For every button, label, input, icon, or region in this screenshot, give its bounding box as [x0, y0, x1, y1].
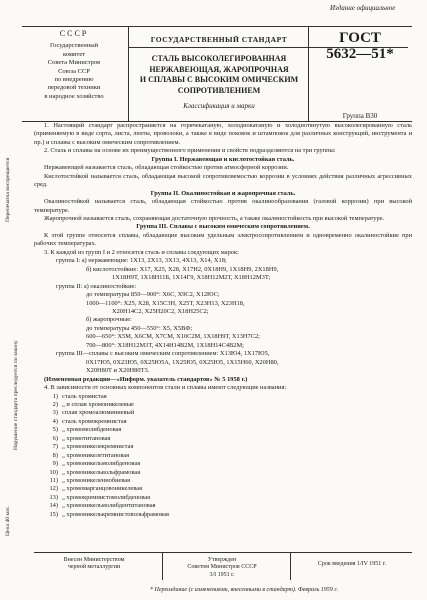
group-2-definition-1: Окалиностойкой называется сталь, обладающая стойкостью против окалинообразования (газовой коррозии) при высокой температуре. [34, 198, 412, 214]
list-item: 12) „ хромомарганцовоникелевая [49, 485, 143, 493]
footer-line: Внесен Министерством [63, 557, 125, 563]
standard-name-line: НЕРЖАВЕЮЩАЯ, ЖАРОПРОЧНАЯ [149, 64, 289, 74]
grade-list-line: группа III—сплавы с высоким омическим сопротивлением: Х13Ю4, 1Х17Ю5, [56, 350, 270, 358]
org-line: Государственный [49, 42, 99, 50]
grade-list-line: Х20Н14С2, Х25Н20С2, Х18Н25С2; [112, 307, 209, 315]
standard-name-line: И СПЛАВЫ С ВЫСОКИМ ОМИЧЕСКИМ [139, 75, 299, 85]
list-item: 11) „ хромоникелениобиевая [49, 477, 131, 485]
group-2-definition-2: Жаропрочной называется сталь, сохраняющая достаточную прочность, а также окалиностойкость при высокой температуре. [44, 214, 385, 222]
grade-list-line: до температуры 850—900°: Х6С, Х9С2, Х12ЮС; [86, 291, 220, 299]
grade-list-line: 700—800°: Х18Н12М3Т, 4Х14Н14В2М, 1Х18Н14С4В2М; [86, 341, 244, 349]
paragraph-3: 3. К каждой из групп I и 2 относятся сталь и сплавы следующих марок: [44, 248, 239, 256]
gost-number: 5632—51* [326, 46, 394, 62]
footer-effective-date: Срок введения 1/IV 1951 г. [317, 561, 387, 567]
grade-list-line: 0Х17Ю5, 0Х23Ю5, 0Х25Ю5А, 1Х25Ю5, 0Х25Ю5, 1Х15Н60, Х20Н80, [86, 358, 279, 366]
standard-name-line: СОПРОТИВЛЕНИЕМ [177, 85, 261, 95]
org-line: Союза ССР [58, 67, 90, 75]
list-item: 5) „ хромомолибденовая [52, 426, 122, 434]
group-1-definition-1: Нержавеющей называется сталь, обладающая стойкостью против атмосферной коррозии. [44, 164, 289, 172]
group-code: Группа В30 [342, 112, 378, 120]
list-item: 15) „ хромоникелькремнистовольфрамовая [49, 510, 169, 518]
grade-list-line: 1Х18Н9Т, 1Х18Н11Б, 1Х14Г9, Х18Н12М2Т, Х18Н12М3Т; [112, 274, 271, 282]
footer-approved [162, 557, 282, 579]
group-1-title: Группа I. Нержавеющая и кислотостойкая сталь. [151, 155, 295, 163]
grade-list-line: группа II: а) окалиностойкие: [56, 282, 137, 290]
standard-name [134, 54, 304, 96]
org-line: комитет [62, 50, 86, 58]
org-line: СССР [59, 29, 89, 38]
paragraph-1: 1. Настоящий стандарт распространяется на горячекатаную, холоднокатаную и холоднотянутую высоколегированную сталь (применяемую в виде сорта, листа, ленты, проволоки, а также в виде поковок и штамповок для различных конструкций, инструмента и пр.) и сплавы с высоким омическим сопротивлением. [34, 122, 412, 146]
list-item: 3) сплав хромоалюминиевый [52, 409, 135, 417]
list-item: 14) „ хромоникельмолибдентитановая [49, 502, 156, 510]
paragraph-4: 4. В зависимости от основных компонентов стали и сплавы имеют следующие названия: [44, 384, 287, 392]
gost-code [312, 30, 408, 62]
group-3-title: Группа III. Сплавы с высоким омическим сопротивлением. [136, 223, 310, 231]
paragraph-2: 2. Сталь и сплавы на основе их преимущественного применения и свойств подразделяются на три группы: [44, 147, 336, 155]
standard-type-title: ГОСУДАРСТВЕННЫЙ СТАНДАРТ [150, 35, 288, 44]
side-note-reprint: Перепечатка воспрещается [5, 157, 11, 222]
org-line: Совета Министров [47, 59, 101, 67]
list-item: 9) „ хромоникельмолибденовая [52, 460, 141, 468]
list-item: 6) „ хромотитановая [52, 434, 111, 442]
list-item: 10) „ хромоникельвольфрамовая [49, 468, 141, 476]
header-top-rule [22, 26, 412, 27]
list-item: 1) сталь хромистая [52, 392, 107, 400]
group-2-title: Группа II. Окалиностойкая и жаропрочная сталь. [150, 189, 296, 197]
list-item: 4) сталь хромокремнистая [52, 417, 127, 425]
group-1-definition-2: Кислотостойкой называется сталь, обладающая высокой сопротивляемостью коррозии в условиях действия различных агрессивных сред. [34, 172, 412, 189]
header-divider-left [128, 26, 129, 121]
footer-line: 3/I 1951 г. [209, 571, 235, 578]
org-line: в народное хозяйство [44, 92, 104, 100]
edition-note: Издание официальное [330, 4, 396, 12]
standard-name-line: СТАЛЬ ВЫСОКОЛЕГИРОВАННАЯ [151, 54, 287, 63]
list-item: 2) „ и сплав хромоникелевые [52, 400, 134, 408]
header-divider-right [308, 26, 309, 121]
footer-line: Утвержден [207, 557, 237, 563]
org-line: передовой техники [47, 84, 101, 92]
side-note-law: Нарушение стандарта преследуется по закону [13, 340, 19, 450]
footer-divider-1 [162, 552, 163, 580]
list-item: 13) „ хромокремнистомолибденовая [49, 493, 151, 501]
approval-footer [34, 552, 412, 581]
grade-list-line: 600—650°: Х5М, Х6СМ, Х7СМ, Х10С2М, 1Х18Н9Т, Х13Н7С2; [86, 333, 260, 341]
footer-divider-2 [290, 552, 291, 580]
document-body [34, 122, 412, 519]
org-line: по внедрению [54, 76, 94, 84]
issuing-organization [22, 30, 126, 101]
footer-line: Советом Министров СССР [187, 564, 257, 571]
footer-line: черной металлургии [67, 564, 121, 571]
grade-list-line: 1000—1100°: Х25, Х28, Х15С3Н, Х25Т, Х23Н13, Х23Н18, [86, 299, 245, 307]
list-item: 8) „ хромоникелетитановая [52, 451, 130, 459]
amendment-note: (Измененная редакция—«Информ. указатель стандартов» № 5 1958 г.) [44, 375, 248, 383]
classification-subtitle: Классификация и марки [183, 102, 255, 110]
side-price: Цена 40 коп. [5, 505, 11, 536]
list-item: 7) „ хромоникелекремнистая [52, 443, 134, 451]
grade-list-line: б) кислотостойкие: Х17, Х25, Х28, Х17Н2, 0Х18Н9, 1Х18Н9, 2Х18Н9, [86, 265, 279, 273]
reissue-footnote: * Переиздание (с изменениями, внесенными в стандарт). Февраль 1959 г. [150, 587, 339, 593]
grade-list-line: до температуры 450—550°: Х5, Х5ВФ; [86, 324, 193, 332]
group-3-definition: К этой группе относятся сплавы, обладающие высоким удельным электросопротивлением и одновременно окалиностойкие при рабочих температурах. [34, 231, 412, 248]
grade-list-line: Х20Н80Т и Х20Н80Т3. [86, 367, 150, 375]
grade-list-line: группа I: а) нержавеющие: 1Х13, 2Х13, 3Х13, 4Х13, Х14, Х18; [56, 257, 227, 265]
grade-list-line: б) жаропрочные: [86, 316, 132, 324]
steel-names-list [34, 393, 412, 520]
gost-label: ГОСТ [339, 30, 381, 46]
footer-submitted [34, 557, 154, 572]
